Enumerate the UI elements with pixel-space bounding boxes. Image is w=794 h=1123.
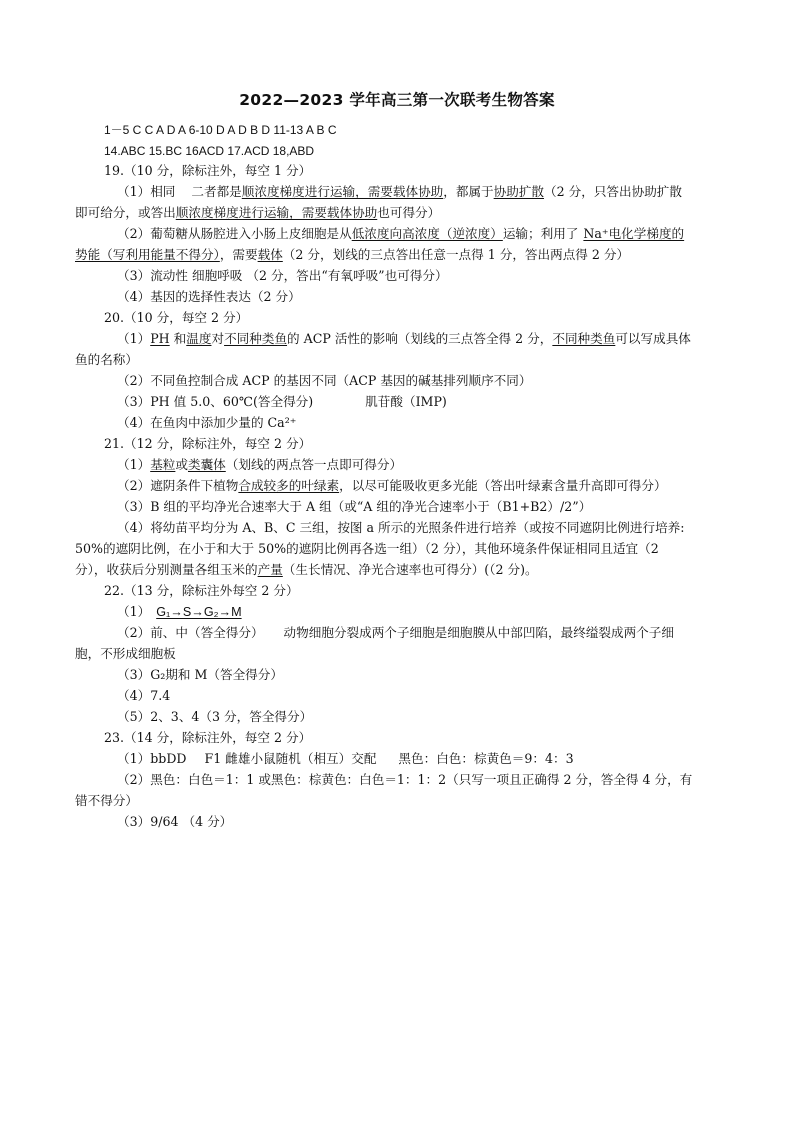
q19-a1-text: 二者都是 [191,184,242,199]
q23-a1-prefix: （1）bbDD [117,751,187,766]
q20-heading: 20.（10 分，每空 2 分） [104,310,249,325]
q20-a1-underline-1: PH [150,331,170,346]
q19-a2-line2-mid: ，需要 [219,247,258,262]
q20-a1-text-3: 的 ACP 活性的影响（划线的三点答全得 2 分， [287,331,553,346]
q19-a2-line2-underline-2: 载体 [257,247,283,262]
page-title: 2022—2023 学年高三第一次联考生物答案 [239,91,555,109]
mc-answers-row-2: 14.ABC 15.BC 16ACD 17.ACD 18,ABD [104,144,315,158]
q21-answer-4-cont-2 [75,562,538,578]
q21-answer-4: （4）将幼苗平均分为 A、B、C 三组，按图 a 所示的光照条件进行培养（或按不同遮阴比例进行培养: [117,520,685,535]
q21-answer-4-cont-1: 50%的遮阴比例，在小于和大于 50%的遮阴比例再各选一组）（2 分），其他环境条件保证相同且适宜（2 [75,541,659,556]
q20-a1-text-1: 和 [169,331,187,346]
q19-a1-text-2: ，都属于 [443,184,494,199]
q21-a4-line3-end: （生长情况、净光合速率也可得分）(（2 分)。 [282,562,538,577]
q20-answer-1-cont: 鱼的名称） [75,352,138,367]
q21-heading: 21.（12 分，除标注外，每空 2 分） [104,436,312,451]
q20-a3-text: （3）PH 值 5.0、60℃(答全得分) [117,394,314,409]
q23-answer-2-cont: 错不得分） [75,793,138,808]
q19-a2-line2-underline-1: 势能（写利用能量不得分） [75,247,220,262]
q19-a1-underline-2: 协助扩散 [493,184,545,199]
q23-a1-end: 黑色：白色：棕黄色＝9：4：3 [398,751,574,766]
q21-answer-3: （3）B 组的平均净光合速率大于 A 组（或“A 组的净光合速率小于（B1+B2）/2”） [117,499,592,514]
q21-a4-line3-text: 分），收获后分别测量各组玉米的 [75,562,258,577]
q19-a2-text: （2）葡萄糖从肠腔进入小肠上皮细胞是从 [117,226,352,241]
q19-a1-line2-text: 即可给分，或答出 [75,205,176,220]
q19-answer-2-cont [75,247,629,263]
q19-answer-3: （3）流动性 细胞呼吸 （2 分，答出“有氧呼吸”也可得分） [117,268,448,283]
q23-answer-2: （2）黑色：白色＝1：1 或黑色：棕黄色：白色＝1：1：2（只写一项且正确得 2 分，答全得 4 分，有 [117,772,693,787]
q22-heading: 22.（13 分，除标注外每空 2 分） [104,583,299,598]
q20-answer-2: （2）不同鱼控制合成 ACP 的基因不同（ACP 基因的碱基排列顺序不同） [117,373,532,388]
q19-a2-underline-1: 低浓度向高浓度（逆浓度） [351,226,503,241]
q21-a1-prefix: （1） [117,457,151,472]
q19-a2-mid: 运输；利用了 [502,226,579,241]
q20-a1-underline-2: 温度 [186,331,212,346]
q22-a1-prefix: （1） [117,604,151,619]
q19-a1-prefix: （1）相同 [117,184,176,199]
q23-heading: 23.（14 分，除标注外，每空 2 分） [104,730,312,745]
q21-a1-underline-1: 基粒 [150,457,176,472]
q19-answer-1 [117,184,682,200]
q20-a1-text-4: 可以写成具体 [615,331,691,346]
q20-a3-end: 肌苷酸（IMP) [365,394,447,409]
q22-answer-3: （3）G₂期和 M（答全得分） [117,667,283,682]
q20-answer-1 [117,331,691,347]
q21-a1-text: 或 [175,457,188,472]
mc-answers-row-1: 1－5 C C A D A 6-10 D A D B D 11-13 A B C [104,123,337,137]
q19-a1-line2-end: 也可得分） [377,205,441,220]
q22-answer-2-cont: 胞，不形成细胞板 [75,646,176,661]
q19-a1-end: （2 分，只答出协助扩散 [544,184,682,199]
q20-a1-underline-3: 不同种类鱼 [224,331,288,346]
q23-answer-3: （3）9/64 （4 分） [117,814,233,829]
q21-a1-underline-2: 类囊体 [187,457,226,472]
q20-a1-text-2: 对 [211,331,225,346]
q22-answer-5: （5）2、3、4（3 分，答全得分） [117,709,313,724]
q21-answer-1 [117,457,402,473]
q22-a2-end: 动物细胞分裂成两个子细胞是细胞膜从中部凹陷，最终缢裂成两个子细 [283,625,674,640]
q19-heading: 19.（10 分，除标注外，每空 1 分） [104,163,312,178]
q20-a1-underline-4: 不同种类鱼 [552,331,616,346]
q20-a1-prefix: （1） [117,331,151,346]
q22-answer-4: （4）7.4 [117,688,171,703]
q20-answer-4: （4）在鱼肉中添加少量的 Ca²⁺ [117,415,297,430]
q22-a1-underline: G₁→S→G₂→M [156,605,242,619]
q19-a2-line2-end: （2 分，划线的三点答出任意一点得 1 分，答出两点得 2 分） [282,247,630,262]
q19-a1-line2-underline: 顺浓度梯度进行运输，需要载体协助 [175,205,378,220]
q19-answer-4: （4）基因的选择性表达（2 分） [117,289,301,304]
q19-a2-underline-2: Na⁺电化学梯度的 [583,226,685,241]
q19-a1-underline-1: 顺浓度梯度进行运输，需要载体协助 [241,184,444,199]
q22-answer-1 [117,604,242,620]
q21-a1-end: （划线的两点答一点即可得分） [225,457,403,472]
q19-answer-2 [117,226,684,242]
q19-answer-1-cont [75,205,440,221]
q22-a2-text: （2）前、中（答全得分） [117,625,264,640]
q23-a1-text: F1 雌雄小鼠随机（相互）交配 [204,751,377,766]
q21-answer-2 [117,478,667,494]
q21-a2-text: （2）遮阴条件下植物 [117,478,239,493]
q21-a2-end: ，以尽可能吸收更多光能（答出叶绿素含量升高即可得分） [339,478,667,493]
q23-answer-1 [117,751,574,767]
q21-a2-underline: 合成较多的叶绿素 [238,478,340,493]
q22-answer-2 [117,625,674,641]
q20-answer-3 [117,394,447,410]
q21-a4-line3-underline: 产量 [257,562,283,577]
